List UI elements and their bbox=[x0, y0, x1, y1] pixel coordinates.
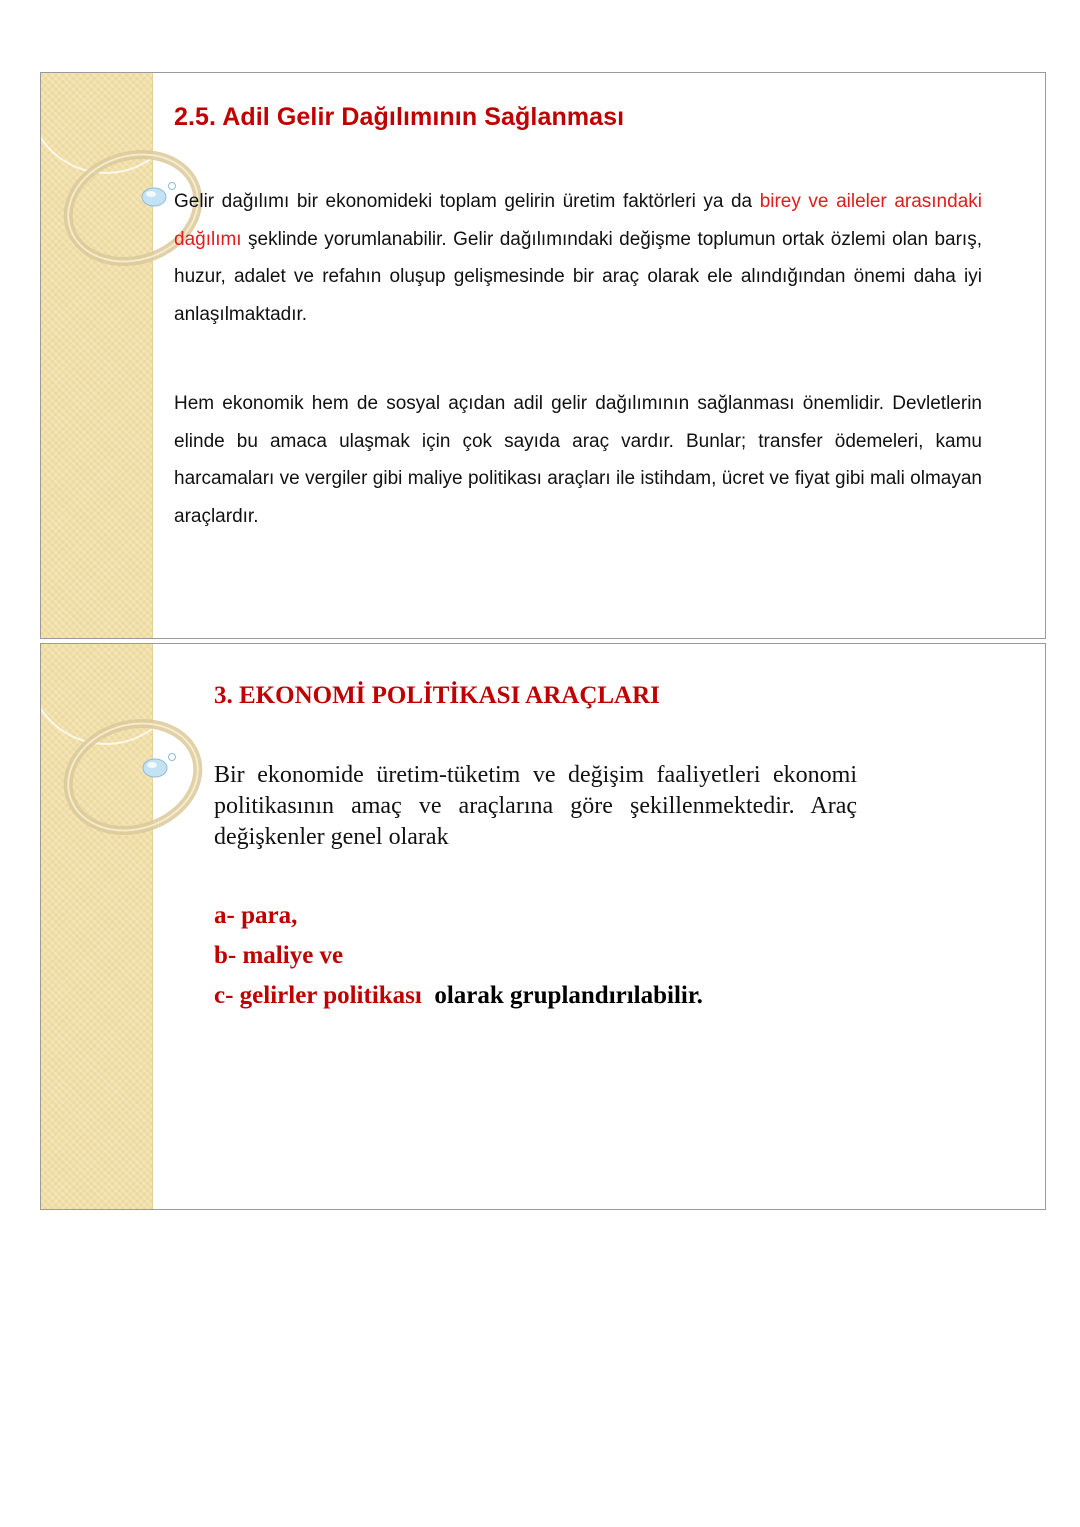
section-title: 2.5. Adil Gelir Dağılımının Sağlanması bbox=[174, 103, 625, 131]
paragraph-text: Gelir dağılımı bir ekonomideki toplam gelirin üretim faktörleri ya da bbox=[174, 191, 760, 212]
paragraph-text: şeklinde yorumlanabilir. Gelir dağılımındaki değişme toplumun ortak özlemi olan barış, huzur, adalet ve refahın oluşup gelişmesinde bir araç olarak ele alındığından önemi daha iyi anlaşılmaktadır. bbox=[174, 228, 982, 325]
highlighted-phrase: birey ve aileler arasındaki dağılımı bbox=[174, 191, 982, 250]
slide-ekonomi-politikasi bbox=[40, 643, 1046, 1210]
list-item-gelirler bbox=[214, 976, 703, 1016]
list-item-maliye: b- maliye ve bbox=[214, 942, 344, 969]
decorative-side-strip bbox=[41, 644, 153, 1209]
slide-adil-gelir bbox=[40, 72, 1046, 639]
paragraph-gelir-dagilimi bbox=[174, 183, 982, 333]
list-item-black-text: olarak gruplandırılabilir. bbox=[434, 982, 703, 1009]
list-item-para: a- para, bbox=[214, 902, 298, 929]
decorative-side-strip bbox=[41, 73, 153, 638]
list-item-red-text: c- gelirler politikası bbox=[214, 982, 422, 1009]
section-title: 3. EKONOMİ POLİTİKASI ARAÇLARI bbox=[214, 682, 660, 709]
paragraph-ekonomi: Bir ekonomide üretim-tüketim ve değişim faaliyetleri ekonomi politikasının amaç ve araçlarına göre şekillenmektedir. Araç değişkenler genel olarak bbox=[214, 762, 857, 850]
paragraph-adil-gelir: Hem ekonomik hem de sosyal açıdan adil gelir dağılımının sağlanması önemlidir. Devletlerin elinde bu amaca ulaşmak için çok sayıda araç vardır. Bunlar; transfer ödemeleri, kamu harcamaları ve vergiler gibi maliye politikası araçları ile istihdam, ücret ve fiyat gibi mali olmayan araçlardır. bbox=[174, 393, 982, 527]
policy-list bbox=[214, 896, 703, 1016]
